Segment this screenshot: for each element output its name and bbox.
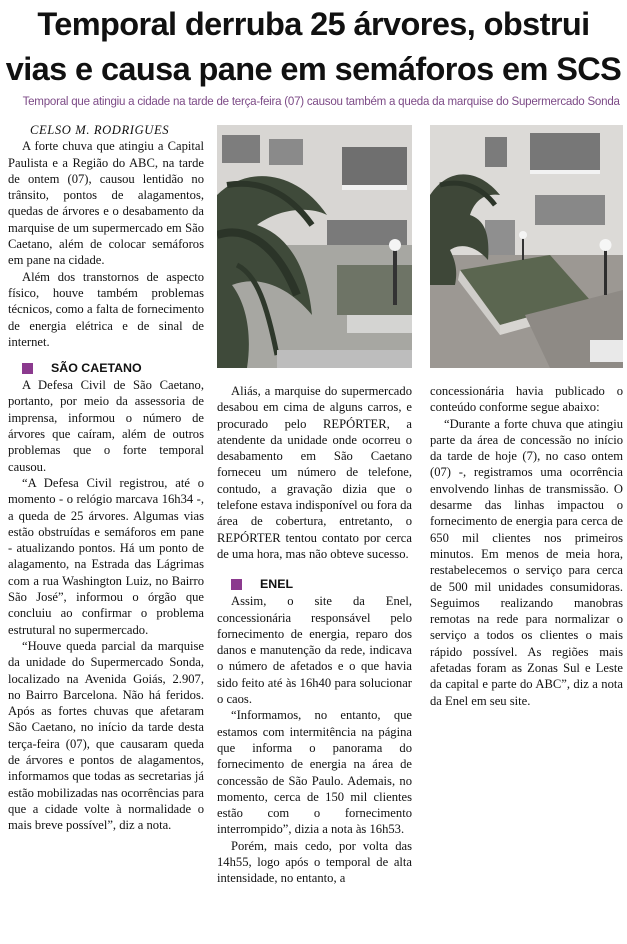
column-1	[8, 122, 204, 833]
photo-courtyard-image	[430, 125, 623, 368]
headline: Temporal derruba 25 árvores, obstrui vias e causa pane em semáforos em SCS	[5, 6, 622, 87]
paragraph: Assim, o site da Enel, concessionária responsável pelo fornecimento de energia, reparo dos danos e manutenção da rede, indicava o número de afetados e o que havia sido feito até às 16h40 para solucionar o caos.	[217, 594, 412, 707]
photo-storm-tree-image	[217, 125, 412, 368]
paragraph: “Houve queda parcial da marquise da unidade do Supermercado Sonda, localizado na Avenida Goiás, 2.907, no Bairro Barcelona. Não há feridos. Após as fortes chuvas que afetaram São Caetano, no início da tarde desta terça-feira (07), que causaram queda de árvores e pontos de alagamentos, informamos que todas as secretarias já estão mobilizadas nas ocorrências para que a cidade volte à normalidade o mais breve possível”, diz a nota.	[8, 638, 204, 833]
paragraph: “Informamos, no entanto, que estamos com intermitência na página que informa o panorama do fornecimento de energia na área de concessão de São Paulo. Ademais, no momento, cerca de 150 mil clientes estão com o fornecimento interrompido”, dizia a nota às 16h53.	[217, 708, 412, 837]
column-2	[217, 383, 412, 887]
column-3	[430, 383, 623, 709]
paragraph: Além dos transtornos de aspecto físico, houve também problemas técnicos, como a falta de fornecimento de energia elétrica e de sinal de internet.	[8, 269, 204, 349]
photo-storm-tree	[217, 125, 412, 368]
paragraph: Aliás, a marquise do supermercado desabou em cima de alguns carros, e procurado pelo REPÓRTER, a atendente da unidade onde ocorreu o desabamento em São Caetano forneceu um número de telefone, contudo, a gravação dizia que o telefone estava indisponível ou fora da área de cobertura, entretanto, o REPÓRTER tentou contato por cerca de uma hora, mas não obteve sucesso.	[217, 384, 412, 561]
byline: CELSO M. RODRIGUES	[30, 123, 170, 137]
section-heading-sao-caetano	[22, 360, 204, 376]
subtitle: Temporal que atingiu a cidade na tarde de terça-feira (07) causou também a queda da marquise do Supermercado Sonda	[22, 94, 620, 108]
paragraph: “Durante a forte chuva que atingiu parte da área de concessão no início da tarde de hoje (7), no caso ontem (07) -, registramos uma ocorrência envolvendo linhas de transmissão. O desarme das linhas impactou o fornecimento de energia para cerca de 650 mil clientes nos primeiros minutos. Em menos de meia hora, restabelecemos o serviço para cerca de 500 mil unidades consumidoras. Seguimos realizando manobras remotas na rede para normalizar o serviço a todos os clientes o mais rápido possível. As regiões mais afetadas foram as Zonas Sul e Leste da capital e parte do ABC”, diz a nota da Enel em seu site.	[430, 416, 623, 708]
paragraph: A Defesa Civil de São Caetano, portanto, por meio da assessoria de imprensa, informou o número de árvores que caíram, além de outros problemas que o forte temporal causou.	[8, 378, 204, 474]
section-bullet-icon	[22, 363, 33, 374]
paragraph: “A Defesa Civil registrou, até o momento - o relógio marcava 16h34 -, a queda de 25 árvores. Algumas vias estão obstruídas e semáforos em pane - atualizando pontos. Há um ponto de alagamento, na Estrada das Lágrimas com a rua Washington Luiz, no Bairro São José”, informou o órgão que concluiu ao confirmar o problema estrutural no supermercado.	[8, 475, 204, 637]
section-heading-enel	[231, 576, 412, 592]
section-title: ENEL	[260, 577, 294, 592]
paragraph: A forte chuva que atingiu a Capital Paulista e a Região do ABC, na tarde de ontem (07), causou lentidão no trânsito, pontos de alagamentos, quedas de árvores e o desabamento da marquise de um supermercado em São Caetano, além de colocar semáforos em pane na cidade.	[8, 139, 204, 268]
photo-courtyard	[430, 125, 623, 368]
section-bullet-icon	[231, 579, 242, 590]
section-title: SÃO CAETANO	[51, 361, 142, 376]
paragraph: concessionária havia publicado o conteúdo conforme segue abaixo:	[430, 384, 623, 415]
paragraph: Porém, mais cedo, por volta das 14h55, logo após o temporal de alta intensidade, no entanto, a	[217, 838, 412, 886]
